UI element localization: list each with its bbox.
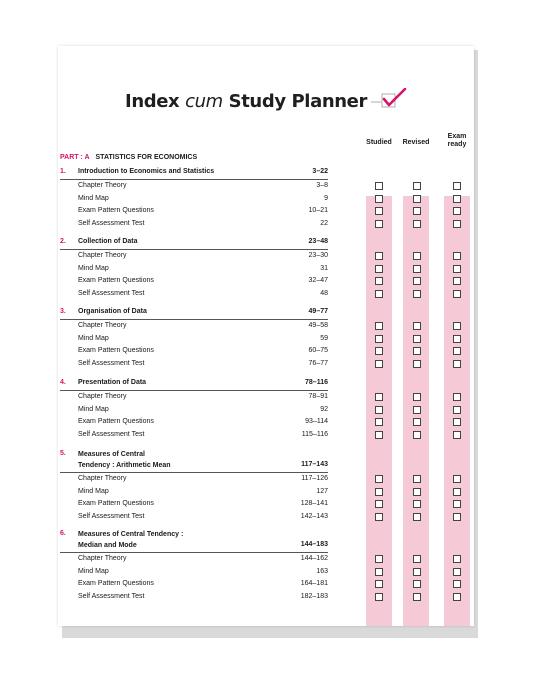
chapter-row	[60, 377, 328, 391]
chapter-number: 3.	[60, 308, 66, 315]
chapter-row	[60, 236, 328, 250]
item-pages: 22	[320, 219, 328, 227]
list-item	[60, 591, 328, 604]
list-item	[60, 263, 328, 276]
list-item	[60, 416, 328, 429]
list-item	[60, 250, 328, 263]
item-pages: 10–21	[308, 207, 328, 214]
item-title: Mind Map	[78, 194, 109, 202]
revised-checkbox[interactable]	[413, 500, 421, 508]
revised-checkbox[interactable]	[413, 207, 421, 215]
list-item	[60, 486, 328, 499]
item-title: Mind Map	[78, 264, 109, 272]
checkmark-icon	[371, 88, 407, 110]
revised-checkbox[interactable]	[413, 182, 421, 190]
revised-checkbox[interactable]	[413, 220, 421, 228]
chapter-number: 5.	[60, 450, 66, 457]
chapter-title: Collection of Data	[78, 238, 138, 245]
exam-ready-checkbox[interactable]	[453, 322, 461, 330]
item-pages: 49–58	[308, 322, 328, 329]
revised-checkbox[interactable]	[413, 475, 421, 483]
studied-checkbox[interactable]	[375, 406, 383, 414]
revised-checkbox[interactable]	[413, 418, 421, 426]
studied-checkbox[interactable]	[375, 195, 383, 203]
revised-checkbox[interactable]	[413, 513, 421, 521]
list-item	[60, 275, 328, 288]
exam-ready-checkbox[interactable]	[453, 220, 461, 228]
planner-page	[58, 46, 474, 626]
part-heading	[60, 154, 197, 161]
studied-checkbox[interactable]	[375, 360, 383, 368]
item-title: Exam Pattern Questions	[78, 207, 154, 214]
revised-checkbox[interactable]	[413, 568, 421, 576]
item-pages: 48	[320, 289, 328, 297]
item-pages: 60–75	[308, 347, 328, 354]
item-title: Exam Pattern Questions	[78, 580, 154, 587]
part-name: STATISTICS FOR ECONOMICS	[95, 154, 198, 161]
studied-checkbox[interactable]	[375, 182, 383, 190]
revised-checkbox[interactable]	[413, 431, 421, 439]
exam-ready-checkbox[interactable]	[453, 513, 461, 521]
exam-ready-checkbox[interactable]	[453, 182, 461, 190]
item-pages: 142–143	[300, 512, 328, 520]
revised-checkbox[interactable]	[413, 555, 421, 563]
studied-checkbox[interactable]	[375, 500, 383, 508]
list-item	[60, 578, 328, 591]
exam-ready-checkbox[interactable]	[453, 555, 461, 563]
item-title: Exam Pattern Questions	[78, 418, 154, 425]
item-title: Mind Map	[78, 405, 109, 413]
revised-checkbox[interactable]	[413, 277, 421, 285]
item-pages: 9	[324, 194, 328, 202]
item-title: Exam Pattern Questions	[78, 500, 154, 507]
item-title: Mind Map	[78, 334, 109, 342]
revised-checkbox[interactable]	[413, 252, 421, 260]
chapter-row	[60, 306, 328, 320]
chapter-title: Measures of Central Tendency : Arithmetic Mean	[78, 451, 171, 469]
list-item	[60, 218, 328, 231]
studied-checkbox[interactable]	[375, 290, 383, 298]
chapter-number: 6.	[60, 530, 66, 537]
exam-ready-checkbox[interactable]	[453, 593, 461, 601]
item-pages: 164–181	[300, 580, 328, 587]
studied-checkbox[interactable]	[375, 488, 383, 496]
studied-checkbox[interactable]	[375, 277, 383, 285]
item-pages: 78–91	[308, 393, 328, 400]
studied-checkbox[interactable]	[375, 252, 383, 260]
chapter-row	[60, 166, 328, 180]
exam-ready-checkbox[interactable]	[453, 500, 461, 508]
list-item	[60, 429, 328, 442]
column-header-exam-ready: Exam ready	[447, 133, 467, 148]
title-text: Index cum Study Planner	[125, 90, 367, 112]
chapter-pages: 144–183	[300, 541, 328, 548]
studied-checkbox[interactable]	[375, 220, 383, 228]
item-pages: 182–183	[300, 592, 328, 600]
item-title: Self Assessment Test	[78, 289, 145, 297]
item-title: Self Assessment Test	[78, 430, 145, 438]
revised-checkbox[interactable]	[413, 347, 421, 355]
item-title: Mind Map	[78, 487, 109, 495]
revised-checkbox[interactable]	[413, 265, 421, 273]
exam-ready-checkbox[interactable]	[453, 475, 461, 483]
list-item	[60, 205, 328, 218]
item-title: Mind Map	[78, 567, 109, 575]
list-item	[60, 404, 328, 417]
item-title: Exam Pattern Questions	[78, 347, 154, 354]
item-title: Chapter Theory	[78, 393, 127, 400]
exam-ready-checkbox[interactable]	[453, 406, 461, 414]
item-title: Chapter Theory	[78, 555, 127, 562]
studied-checkbox[interactable]	[375, 322, 383, 330]
item-title: Self Assessment Test	[78, 359, 145, 367]
item-pages: 163	[316, 567, 328, 575]
item-pages: 59	[320, 334, 328, 342]
item-title: Chapter Theory	[78, 322, 127, 329]
item-title: Self Assessment Test	[78, 512, 145, 520]
revised-checkbox[interactable]	[413, 322, 421, 330]
chapter-title: Presentation of Data	[78, 379, 147, 386]
list-item	[60, 498, 328, 511]
item-pages: 117–126	[301, 475, 328, 482]
studied-checkbox[interactable]	[375, 335, 383, 343]
chapter-pages: 78–116	[305, 379, 328, 386]
exam-ready-checkbox[interactable]	[453, 252, 461, 260]
exam-ready-checkbox[interactable]	[453, 195, 461, 203]
exam-ready-checkbox[interactable]	[453, 418, 461, 426]
studied-checkbox[interactable]	[375, 593, 383, 601]
chapter-title: Introduction to Economics and Statistics	[78, 168, 215, 175]
exam-ready-checkbox[interactable]	[453, 265, 461, 273]
item-pages: 144–162	[300, 555, 328, 562]
page-title	[58, 86, 474, 116]
studied-checkbox[interactable]	[375, 513, 383, 521]
revised-checkbox[interactable]	[413, 195, 421, 203]
exam-ready-checkbox[interactable]	[453, 290, 461, 298]
item-title: Chapter Theory	[78, 252, 127, 259]
revised-checkbox[interactable]	[413, 406, 421, 414]
column-header-revised: Revised	[402, 139, 430, 146]
list-item	[60, 345, 328, 358]
chapter-pages: 3–22	[312, 168, 328, 175]
chapter-pages: 117–143	[301, 461, 328, 468]
list-item	[60, 320, 328, 333]
item-pages: 127	[316, 487, 328, 495]
item-title: Chapter Theory	[78, 475, 127, 482]
column-header-studied: Studied	[366, 139, 392, 146]
studied-checkbox[interactable]	[375, 265, 383, 273]
studied-checkbox[interactable]	[375, 431, 383, 439]
studied-checkbox[interactable]	[375, 555, 383, 563]
list-item	[60, 193, 328, 206]
item-pages: 3–8	[316, 182, 328, 189]
part-tag: PART : A	[60, 154, 90, 161]
exam-ready-checkbox[interactable]	[453, 207, 461, 215]
item-pages: 31	[320, 264, 328, 272]
revised-checkbox[interactable]	[413, 488, 421, 496]
list-item	[60, 566, 328, 579]
exam-ready-checkbox[interactable]	[453, 568, 461, 576]
chapter-title: Organisation of Data	[78, 308, 147, 315]
studied-checkbox[interactable]	[375, 207, 383, 215]
exam-ready-checkbox[interactable]	[453, 580, 461, 588]
revised-checkbox[interactable]	[413, 290, 421, 298]
item-title: Exam Pattern Questions	[78, 277, 154, 284]
revised-checkbox[interactable]	[413, 360, 421, 368]
item-pages: 32–47	[308, 277, 328, 284]
list-item	[60, 288, 328, 301]
exam-ready-checkbox[interactable]	[453, 488, 461, 496]
chapter-row	[60, 448, 328, 473]
studied-checkbox[interactable]	[375, 418, 383, 426]
list-item	[60, 358, 328, 371]
studied-checkbox[interactable]	[375, 568, 383, 576]
studied-checkbox[interactable]	[375, 347, 383, 355]
item-pages: 23–30	[308, 252, 328, 259]
exam-ready-checkbox[interactable]	[453, 431, 461, 439]
item-pages: 115–116	[301, 430, 328, 438]
item-title: Self Assessment Test	[78, 592, 145, 600]
list-item	[60, 511, 328, 524]
revised-checkbox[interactable]	[413, 580, 421, 588]
list-item	[60, 391, 328, 404]
studied-checkbox[interactable]	[375, 475, 383, 483]
item-pages: 76–77	[308, 359, 328, 367]
item-pages: 93–114	[305, 418, 328, 425]
chapter-row	[60, 528, 328, 553]
exam-ready-checkbox[interactable]	[453, 360, 461, 368]
list-item	[60, 333, 328, 346]
revised-checkbox[interactable]	[413, 335, 421, 343]
studied-checkbox[interactable]	[375, 393, 383, 401]
chapter-number: 4.	[60, 379, 66, 386]
list-item	[60, 180, 328, 193]
exam-ready-checkbox[interactable]	[453, 335, 461, 343]
exam-ready-checkbox[interactable]	[453, 393, 461, 401]
revised-checkbox[interactable]	[413, 593, 421, 601]
chapter-title: Measures of Central Tendency : Median and Mode	[78, 531, 184, 549]
list-item	[60, 553, 328, 566]
item-pages: 92	[320, 405, 328, 413]
exam-ready-checkbox[interactable]	[453, 347, 461, 355]
chapter-number: 2.	[60, 238, 66, 245]
item-pages: 128–141	[300, 500, 328, 507]
chapter-number: 1.	[60, 168, 66, 175]
item-title: Self Assessment Test	[78, 219, 145, 227]
item-title: Chapter Theory	[78, 182, 127, 189]
studied-checkbox[interactable]	[375, 580, 383, 588]
list-item	[60, 473, 328, 486]
chapter-pages: 23–48	[308, 238, 328, 245]
chapter-pages: 49–77	[308, 308, 328, 315]
revised-checkbox[interactable]	[413, 393, 421, 401]
exam-ready-checkbox[interactable]	[453, 277, 461, 285]
